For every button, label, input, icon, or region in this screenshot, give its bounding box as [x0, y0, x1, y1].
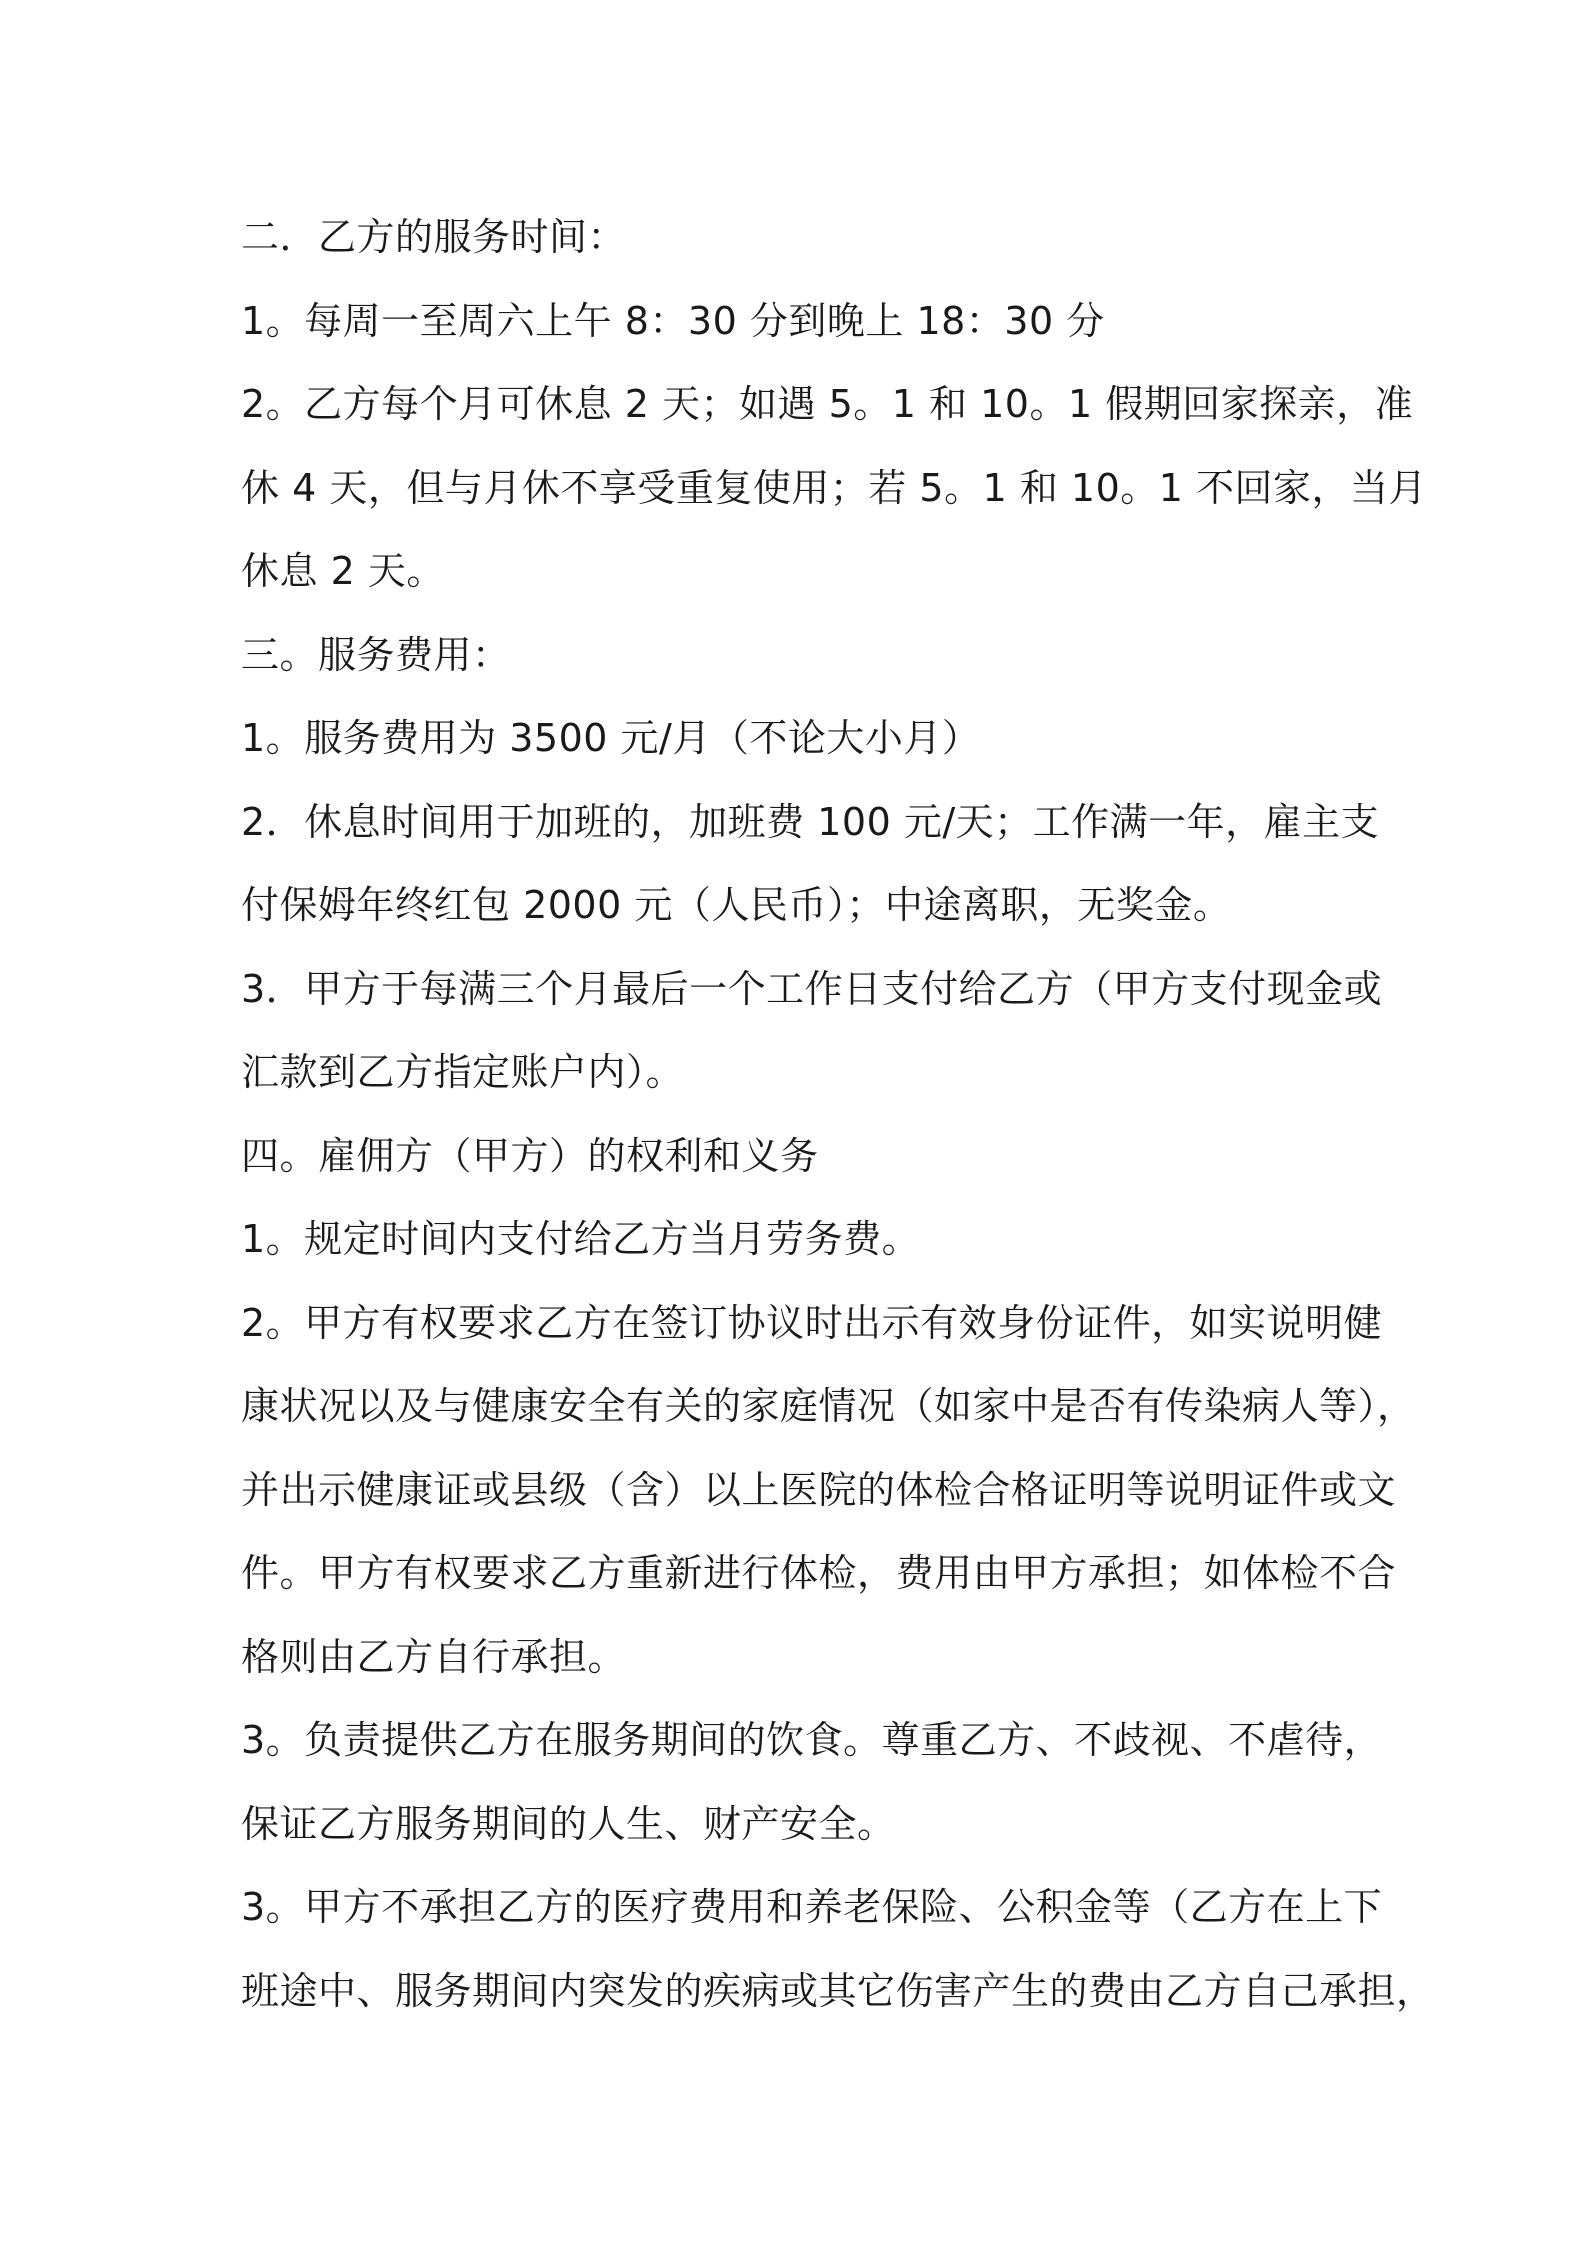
text-line: 保证乙方服务期间的人生、财产安全。 — [241, 1801, 896, 1846]
text-line: 2．休息时间用于加班的，加班费 100 元/天；工作满一年，雇主支 — [241, 799, 1380, 844]
text-line: 休息 2 天。 — [241, 549, 445, 593]
text-line: 3。甲方不承担乙方的医疗费用和养老保险、公积金等（乙方在上下 — [241, 1885, 1383, 1929]
text-line: 1。规定时间内支付给乙方当月劳务费。 — [241, 1217, 921, 1261]
text-line: 汇款到乙方指定账户内）。 — [241, 1050, 685, 1094]
text-line: 并出示健康证或县级（含）以上医院的体检合格证明等说明证件或文 — [241, 1467, 1397, 1512]
text-line: 1。每周一至周六上午 8：30 分到晚上 18：30 分 — [241, 298, 1105, 343]
text-line: 付保姆年终红包 2000 元（人民币）；中途离职，无奖金。 — [241, 883, 1232, 927]
section-heading-service-fee: 三。服务费用： — [241, 632, 511, 677]
text-line: 3．甲方于每满三个月最后一个工作日支付给乙方（甲方支付现金或 — [241, 966, 1383, 1011]
text-line: 1。服务费用为 3500 元/月（不论大小月） — [241, 716, 981, 760]
text-line: 康状况以及与健康安全有关的家庭情况（如家中是否有传染病人等）， — [241, 1384, 1416, 1428]
text-line: 件。甲方有权要求乙方重新进行体检，费用由甲方承担；如体检不合 — [241, 1551, 1397, 1595]
text-line: 2。甲方有权要求乙方在签订协议时出示有效身份证件，如实说明健 — [241, 1300, 1383, 1345]
text-line: 3。负责提供乙方在服务期间的饮食。尊重乙方、不歧视、不虐待， — [241, 1718, 1383, 1762]
document-body — [241, 196, 1435, 2033]
text-line: 班途中、服务期间内突发的疾病或其它伤害产生的费由乙方自己承担， — [241, 1968, 1435, 2013]
text-line: 2。乙方每个月可休息 2 天；如遇 5。1 和 10。1 假期回家探亲，准 — [241, 382, 1414, 426]
section-heading-employer-rights: 四。雇佣方（甲方）的权利和义务 — [241, 1133, 819, 1178]
text-line: 格则由乙方自行承担。 — [241, 1634, 627, 1679]
section-heading-service-time: 二．乙方的服务时间： — [241, 215, 627, 259]
text-line: 休 4 天，但与月休不享受重复使用；若 5。1 和 10。1 不回家，当月 — [241, 465, 1428, 510]
